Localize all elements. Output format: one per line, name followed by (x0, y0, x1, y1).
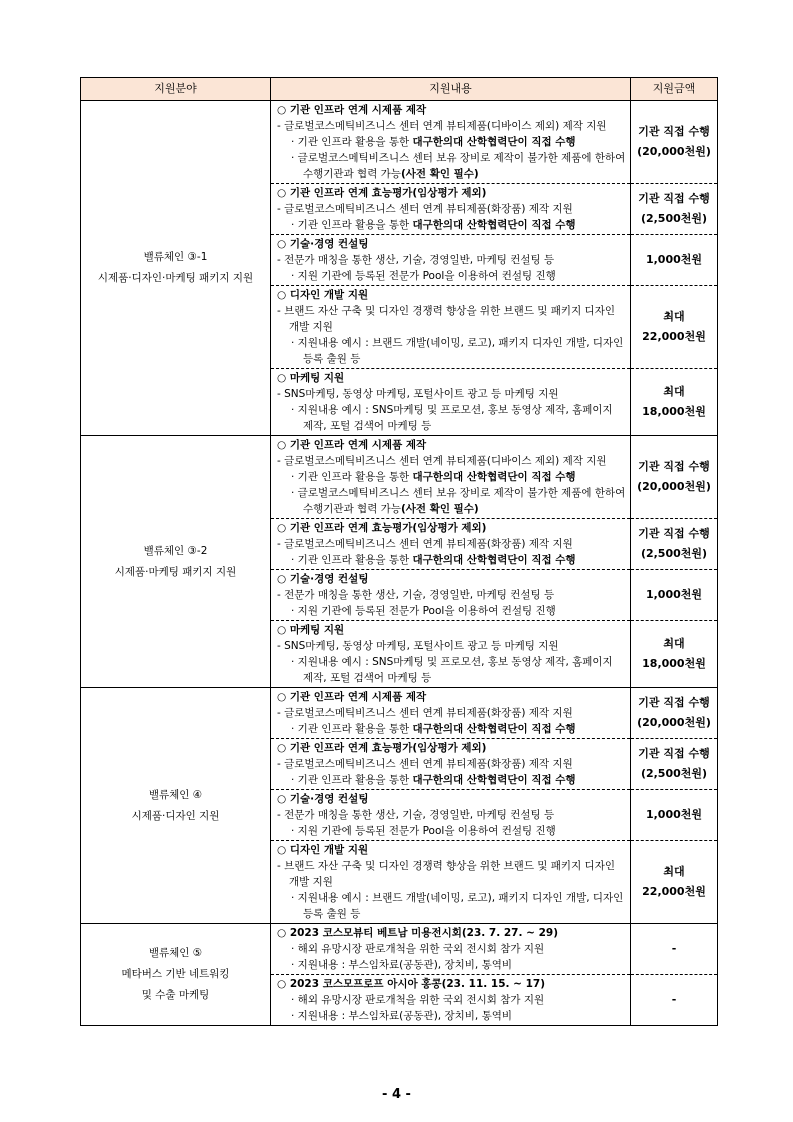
amount-cell: 기관 직접 수행 (20,000천원) (631, 101, 718, 184)
amount-cell: 기관 직접 수행 (20,000천원) (631, 688, 718, 739)
amount-cell: 1,000천원 (631, 570, 718, 621)
content-cell: ○ 마케팅 지원 - SNS마케팅, 동영상 마케팅, 포털사이트 광고 등 마케팅 지원 · 지원내용 예시 : SNS마케팅 및 프로모션, 홍보 동영상 제작, 홈페이지 제작, 포털 검색어 마케팅 등 (271, 621, 631, 688)
header-field: 지원분야 (81, 78, 271, 101)
header-content: 지원내용 (271, 78, 631, 101)
support-table (80, 77, 718, 1026)
amount-cell: - (631, 924, 718, 975)
amount-cell: 최대 18,000천원 (631, 621, 718, 688)
amount-cell: 기관 직접 수행 (20,000천원) (631, 436, 718, 519)
content-cell: ○ 기관 인프라 연계 시제품 제작 - 글로벌코스메틱비즈니스 센터 연계 뷰티제품(화장품) 제작 지원 · 기관 인프라 활용을 통한 대구한의대 산학협력단이 직접 수행 (271, 688, 631, 739)
table-row (81, 436, 718, 519)
content-cell: ○ 기관 인프라 연계 시제품 제작 - 글로벌코스메틱비즈니스 센터 연계 뷰티제품(디바이스 제외) 제작 지원 · 기관 인프라 활용을 통한 대구한의대 산학협력단이 직접 수행 · 글로벌코스메틱비즈니스 센터 보유 장비로 제작이 불가한 제품에 한하여 수행기관과 협력 가능(사전 확인 필수) (271, 436, 631, 519)
amount-cell: 기관 직접 수행 (2,500천원) (631, 519, 718, 570)
field-cell: 밸류체인 ④ 시제품·디자인 지원 (81, 688, 271, 924)
content-cell: ○ 디자인 개발 지원 - 브랜드 자산 구축 및 디자인 경쟁력 향상을 위한 브랜드 및 패키지 디자인 개발 지원 · 지원내용 예시 : 브랜드 개발(네이밍, 로고), 패키지 디자인 개발, 디자인 등록 출원 등 (271, 841, 631, 924)
amount-cell: 1,000천원 (631, 790, 718, 841)
content-cell: ○ 기관 인프라 연계 시제품 제작 - 글로벌코스메틱비즈니스 센터 연계 뷰티제품(디바이스 제외) 제작 지원 · 기관 인프라 활용을 통한 대구한의대 산학협력단이 직접 수행 · 글로벌코스메틱비즈니스 센터 보유 장비로 제작이 불가한 제품에 한하여 수행기관과 협력 가능(사전 확인 필수) (271, 101, 631, 184)
content-cell: ○ 마케팅 지원 - SNS마케팅, 동영상 마케팅, 포털사이트 광고 등 마케팅 지원 · 지원내용 예시 : SNS마케팅 및 프로모션, 홍보 동영상 제작, 홈페이지 제작, 포털 검색어 마케팅 등 (271, 369, 631, 436)
amount-cell: 기관 직접 수행 (2,500천원) (631, 184, 718, 235)
content-cell: ○ 디자인 개발 지원 - 브랜드 자산 구축 및 디자인 경쟁력 향상을 위한 브랜드 및 패키지 디자인 개발 지원 · 지원내용 예시 : 브랜드 개발(네이밍, 로고), 패키지 디자인 개발, 디자인 등록 출원 등 (271, 286, 631, 369)
table-row (81, 924, 718, 975)
content-cell: ○ 2023 코스모뷰티 베트남 미용전시회(23. 7. 27. ~ 29) · 해외 유망시장 판로개척을 위한 국외 전시회 참가 지원 · 지원내용 : 부스임차료(공동관), 장치비, 통역비 (271, 924, 631, 975)
field-cell: 밸류체인 ③-2 시제품·마케팅 패키지 지원 (81, 436, 271, 688)
field-cell: 밸류체인 ⑤ 메타버스 기반 네트워킹 및 수출 마케팅 (81, 924, 271, 1026)
amount-cell: - (631, 975, 718, 1026)
amount-cell: 1,000천원 (631, 235, 718, 286)
field-cell: 밸류체인 ③-1 시제품·디자인·마케팅 패키지 지원 (81, 101, 271, 436)
content-cell: ○ 기술·경영 컨설팅 - 전문가 매칭을 통한 생산, 기술, 경영일반, 마케팅 컨설팅 등 · 지원 기관에 등록된 전문가 Pool을 이용하여 컨설팅 진행 (271, 570, 631, 621)
page-number: - 4 - (382, 1087, 411, 1102)
amount-cell: 최대 18,000천원 (631, 369, 718, 436)
content-cell: ○ 기관 인프라 연계 효능평가(임상평가 제외) - 글로벌코스메틱비즈니스 센터 연계 뷰티제품(화장품) 제작 지원 · 기관 인프라 활용을 통한 대구한의대 산학협력단이 직접 수행 (271, 519, 631, 570)
content-cell: ○ 기관 인프라 연계 효능평가(임상평가 제외) - 글로벌코스메틱비즈니스 센터 연계 뷰티제품(화장품) 제작 지원 · 기관 인프라 활용을 통한 대구한의대 산학협력단이 직접 수행 (271, 739, 631, 790)
content-cell: ○ 기술·경영 컨설팅 - 전문가 매칭을 통한 생산, 기술, 경영일반, 마케팅 컨설팅 등 · 지원 기관에 등록된 전문가 Pool을 이용하여 컨설팅 진행 (271, 235, 631, 286)
table-header-row (81, 78, 718, 101)
header-amount: 지원금액 (631, 78, 718, 101)
content-cell: ○ 기관 인프라 연계 효능평가(임상평가 제외) - 글로벌코스메틱비즈니스 센터 연계 뷰티제품(화장품) 제작 지원 · 기관 인프라 활용을 통한 대구한의대 산학협력단이 직접 수행 (271, 184, 631, 235)
amount-cell: 기관 직접 수행 (2,500천원) (631, 739, 718, 790)
content-cell: ○ 2023 코스모프로프 아시아 홍콩(23. 11. 15. ~ 17) · 해외 유망시장 판로개척을 위한 국외 전시회 참가 지원 · 지원내용 : 부스임차료(공동관), 장치비, 통역비 (271, 975, 631, 1026)
table-row (81, 688, 718, 739)
table-row (81, 101, 718, 184)
content-cell: ○ 기술·경영 컨설팅 - 전문가 매칭을 통한 생산, 기술, 경영일반, 마케팅 컨설팅 등 · 지원 기관에 등록된 전문가 Pool을 이용하여 컨설팅 진행 (271, 790, 631, 841)
amount-cell: 최대 22,000천원 (631, 841, 718, 924)
amount-cell: 최대 22,000천원 (631, 286, 718, 369)
